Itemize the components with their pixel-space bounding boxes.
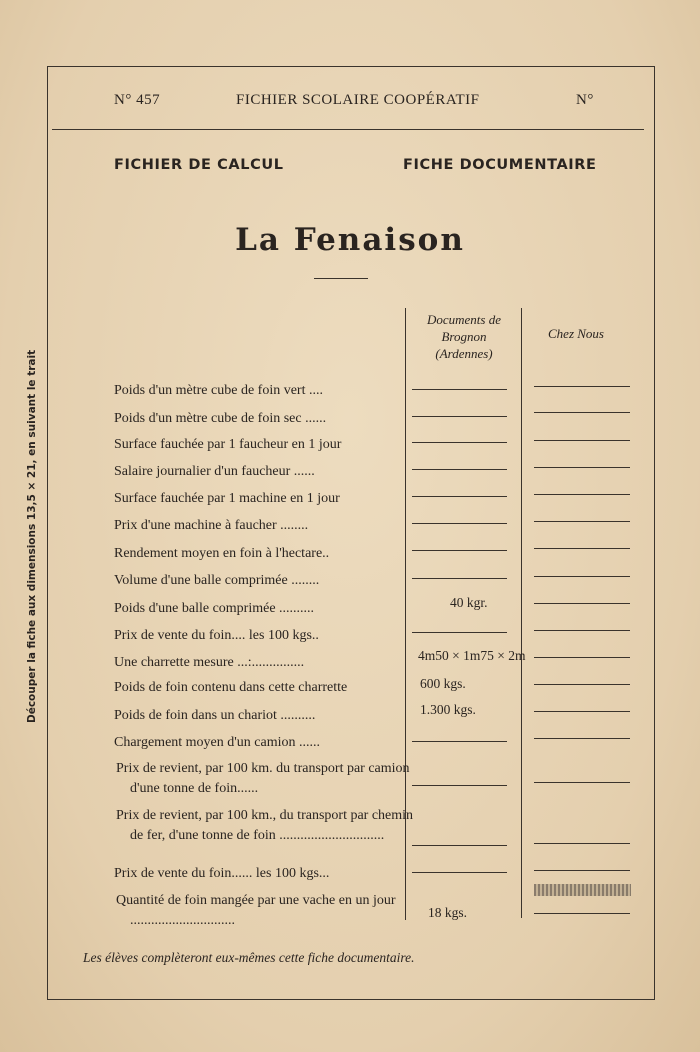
row-label: Quantité de foin mangée par une vache en un jour .............................. xyxy=(116,893,396,928)
chez-nous-blank-line xyxy=(534,494,630,495)
chez-nous-blank-line xyxy=(534,684,630,685)
chez-nous-blank-line xyxy=(534,711,630,712)
row-label: Surface fauchée par 1 machine en 1 jour xyxy=(114,491,340,506)
column-header-line: (Ardennes) xyxy=(435,346,493,361)
row-label: Poids de foin contenu dans cette charrette xyxy=(114,680,348,695)
chez-nous-blank-line xyxy=(534,467,630,468)
row-label: Prix de revient, par 100 km. du transport par camion d'une tonne de foin...... xyxy=(116,761,410,796)
row-label: Prix de vente du foin...... les 100 kgs... xyxy=(114,866,330,881)
column-header-line: Documents de xyxy=(426,312,501,327)
column-divider-right xyxy=(521,308,522,918)
chez-nous-blank-line xyxy=(534,603,630,604)
chez-nous-blank-line xyxy=(534,576,630,577)
row-label: Poids d'un mètre cube de foin sec ...... xyxy=(114,411,327,426)
documents-blank-line xyxy=(412,845,507,846)
chez-nous-blank-line xyxy=(534,521,630,522)
fiche-number: N° 457 xyxy=(114,92,161,108)
row-label: Surface fauchée par 1 faucheur en 1 jour xyxy=(114,437,342,452)
documents-blank-line xyxy=(412,389,507,390)
chez-nous-blank-line xyxy=(534,412,630,413)
footer-note: Les élèves complèteront eux-mêmes cette fiche documentaire. xyxy=(83,950,415,965)
row-label: Poids d'un mètre cube de foin vert .... xyxy=(114,383,323,398)
row-label: Prix de vente du foin.... les 100 kgs.. xyxy=(114,628,319,643)
chez-nous-blank-line xyxy=(534,657,630,658)
row-value: 40 kgr. xyxy=(450,595,488,610)
subheader-left: FICHIER DE CALCUL xyxy=(114,157,284,173)
documents-blank-line xyxy=(412,632,507,633)
title-rule xyxy=(314,278,368,279)
row-label: Une charrette mesure ...:............... xyxy=(114,655,305,670)
row-label: Poids de foin dans un chariot .......... xyxy=(114,708,316,723)
header-divider xyxy=(52,129,644,130)
fiche-number-right: N° xyxy=(576,92,594,108)
row-value: 4m50 × 1m75 × 2m xyxy=(418,648,526,663)
chez-nous-blank-line xyxy=(534,913,630,914)
documents-blank-line xyxy=(412,469,507,470)
row-value: 18 kgs. xyxy=(428,905,468,920)
row-label: Salaire journalier d'un faucheur ...... xyxy=(114,464,315,479)
row-label: Poids d'une balle comprimée .......... xyxy=(114,601,315,616)
header-title: FICHIER SCOLAIRE COOPÉRATIF xyxy=(236,92,480,108)
page-title: La Fenaison xyxy=(235,222,465,258)
documents-blank-line xyxy=(412,442,507,443)
documents-blank-line xyxy=(412,872,507,873)
chez-nous-blank-line xyxy=(534,630,630,631)
row-label: Rendement moyen en foin à l'hectare.. xyxy=(114,546,330,561)
chez-nous-blank-line xyxy=(534,386,630,387)
row-label: Chargement moyen d'un camion ...... xyxy=(114,735,321,750)
row-label: Prix d'une machine à faucher ........ xyxy=(114,518,309,533)
subheader-right: FICHE DOCUMENTAIRE xyxy=(403,157,597,173)
chez-nous-blank-line xyxy=(534,440,630,441)
row-label: Prix de revient, par 100 km., du transport par chemin de fer, d'une tonne de foin .............................. xyxy=(116,808,414,843)
chez-nous-blank-line xyxy=(534,548,630,549)
column-header-chez-nous: Chez Nous xyxy=(548,326,604,341)
row-label: Volume d'une balle comprimée ........ xyxy=(114,573,320,588)
documents-blank-line xyxy=(412,416,507,417)
documents-blank-line xyxy=(412,496,507,497)
chez-nous-blank-line xyxy=(534,843,630,844)
documents-blank-line xyxy=(412,785,507,786)
column-header-line: Brognon xyxy=(441,329,487,344)
documents-blank-line xyxy=(412,550,507,551)
documents-blank-line xyxy=(412,741,507,742)
documents-blank-line xyxy=(412,523,507,524)
row-value: 1.300 kgs. xyxy=(420,702,476,717)
chez-nous-blank-line xyxy=(534,782,630,783)
documents-blank-line xyxy=(412,578,507,579)
ink-smudge xyxy=(534,884,631,896)
side-cut-instruction: Découper la fiche aux dimensions 13,5 × 21, en suivant le trait xyxy=(26,349,38,723)
row-value: 600 kgs. xyxy=(420,676,466,691)
chez-nous-blank-line xyxy=(534,738,630,739)
chez-nous-blank-line xyxy=(534,870,630,871)
column-header-documents xyxy=(410,311,518,362)
